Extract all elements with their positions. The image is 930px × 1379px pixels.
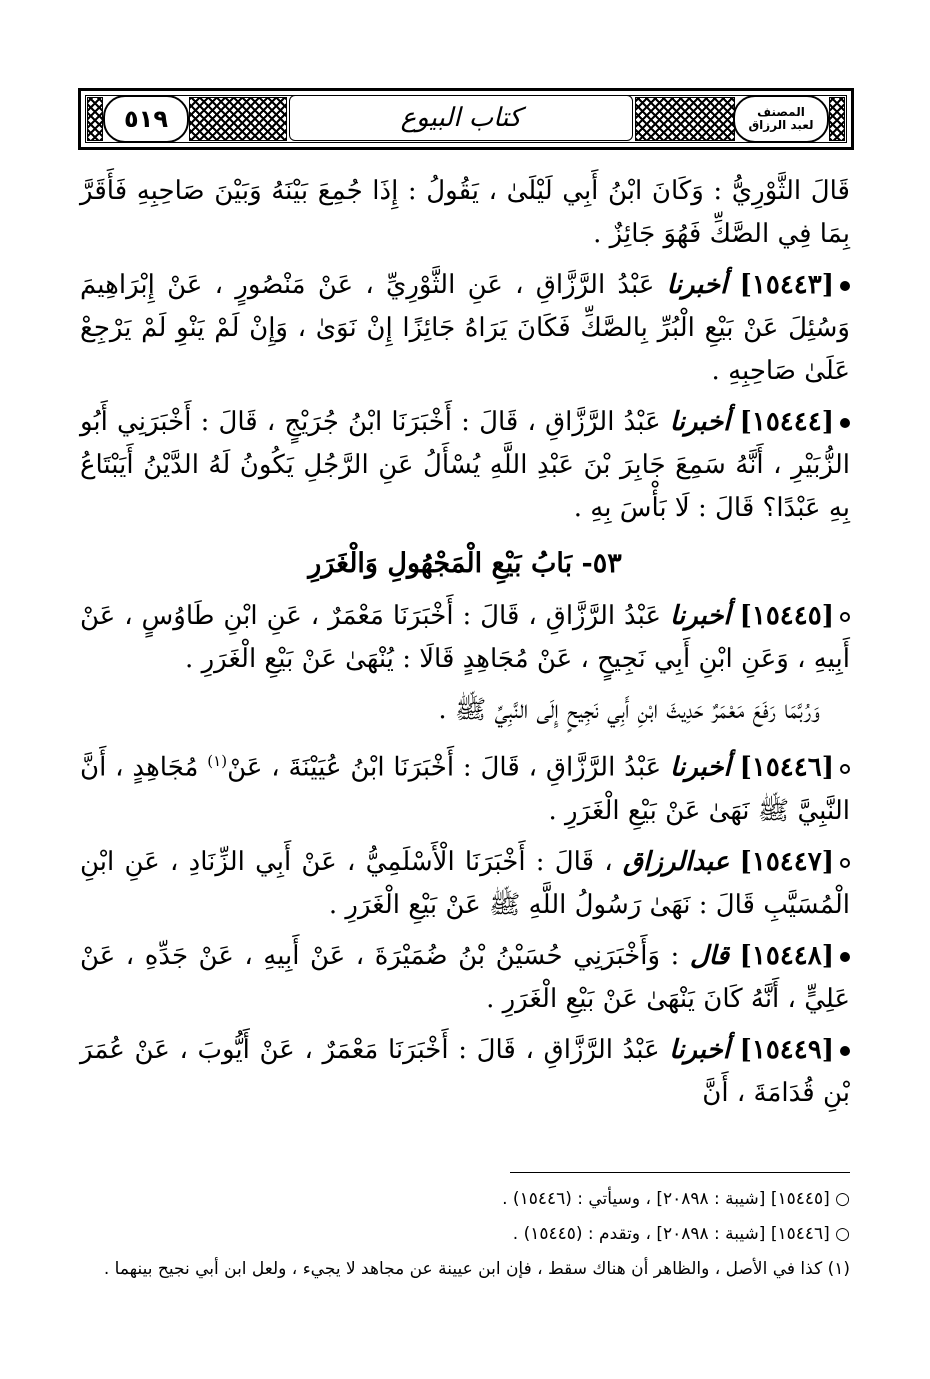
book-title: كتاب البيوع [289, 95, 633, 141]
main-text [80, 170, 850, 1123]
paragraph-text: عَبْدُ الرَّزَّاقِ ، قَالَ : أَخْبَرَنَا ابْنُ عُيَيْنَةَ ، عَنْ [227, 752, 662, 783]
footnote: ○ [١٥٤٤٥] [شيبة : ٢٠٨٩٨] ، وسيأتي : (١٥٤٤٦) . [502, 1189, 850, 1209]
hadith-number: [١٥٤٤٥] [739, 601, 835, 631]
hadith-number: [١٥٤٤٤] [739, 407, 835, 437]
hadith-paragraph [80, 841, 850, 927]
hadith-paragraph [80, 401, 850, 530]
hadith-paragraph [80, 1029, 850, 1115]
hadith-paragraph [80, 935, 850, 1021]
footnote: ○ [١٥٤٤٦] [شيبة : ٢٠٨٩٨] ، وتقدم : (١٥٤٤٥) . [512, 1224, 850, 1244]
filled-circle-icon [840, 952, 850, 962]
hadith-number: [١٥٤٤٦] [739, 752, 835, 783]
narration-word: عبدالرزاق [622, 846, 730, 877]
hadith-number: [١٥٤٤٨] [739, 940, 835, 971]
narration-word: قال [689, 940, 730, 971]
hadith-paragraph [80, 740, 850, 833]
footnote-marker[interactable]: (١) [207, 752, 228, 770]
hadith-number: [١٥٤٤٩] [739, 1034, 835, 1065]
filled-circle-icon [840, 418, 850, 428]
publisher-logo [733, 95, 829, 143]
ornament-left-edge [87, 97, 103, 141]
hadith-paragraph [80, 264, 850, 393]
hollow-circle-icon [840, 858, 850, 868]
narration-word: أخبرنا [669, 1034, 730, 1065]
hadith-number: [١٥٤٤٧] [739, 846, 835, 877]
ornament-right [635, 97, 735, 141]
paragraph-text: : وَأَخْبَرَنِي حُسَيْنُ بْنُ ضُمَيْرَةَ ، عَنْ أَبِيهِ ، عَنْ جَدِّهِ ، عَنْ عَلِيٍّ ، أَنَّهُ كَانَ يَنْهَىٰ عَنْ بَيْعِ الْغَرَرِ . [80, 940, 850, 1014]
hollow-circle-icon [840, 764, 850, 774]
paragraph [80, 689, 850, 732]
hadith-number: [١٥٤٤٣] [739, 270, 835, 300]
filled-circle-icon [840, 1046, 850, 1056]
paragraph-text: عَبْدُ الرَّزَّاقِ ، قَالَ : أَخْبَرَنَا مَعْمَرٌ ، عَنْ أَيُّوبَ ، عَنْ عُمَرَ بْنِ قُدَامَةَ ، أَنَّ [80, 1034, 850, 1108]
narration-word: أخبرنا [666, 270, 728, 300]
ornament-right-edge [829, 97, 845, 141]
narration-word: أخبرنا [670, 752, 731, 783]
narration-word: أخبرنا [669, 407, 731, 437]
chapter-heading: ٥٣- بَابُ بَيْعِ الْمَجْهُولِ وَالْغَرَرِ [308, 548, 622, 579]
hadith-paragraph [80, 595, 850, 681]
logo-line1: المصنف [757, 105, 805, 119]
footnote: (١) كذا في الأصل ، والظاهر أن هناك سقط ، فإن ابن عيينة عن مجاهد لا يجيء ، ولعل ابن أبي نجيح بينهما . [103, 1259, 850, 1279]
paragraph-text: ، قَالَ : أَخْبَرَنَا الْأَسْلَمِيُّ ، عَنْ أَبِي الزِّنَادِ ، عَنِ ابْنِ الْمُسَيَّبِ قَالَ : نَهَىٰ رَسُولُ اللَّهِ ﷺ عَنْ بَيْعِ الْغَرَرِ . [80, 846, 850, 920]
hollow-circle-icon [840, 612, 850, 622]
logo-line2: لعبد الرزاق [748, 118, 814, 132]
narration-word: أخبرنا [669, 601, 731, 631]
footnotes [80, 1182, 850, 1287]
footnote-separator [510, 1172, 850, 1173]
paragraph-text: وَرُبَّمَا رَفَعَ مَعْمَرٌ حَدِيثَ ابْنِ أَبِي نَجِيحٍ إِلَى النَّبِيِّ ﷺ . [438, 695, 820, 725]
paragraph-text: عَبْدُ الرَّزَّاقِ ، عَنِ الثَّوْرِيِّ ، عَنْ مَنْصُورٍ ، عَنْ إِبْرَاهِيمَ وَسُئِلَ عَنْ بَيْعِ الْبُرِّ بِالصَّكِّ فَكَانَ يَرَاهُ جَائِزًا إِنْ نَوَىٰ ، وَإِنْ لَمْ يَنْوِ لَمْ يَرْجِعْ عَلَىٰ صَاحِبِهِ . [80, 270, 850, 386]
paragraph-text: قَالَ الثَّوْرِيُّ : وَكَانَ ابْنُ أَبِي لَيْلَىٰ ، يَقُولُ : إِذَا جُمِعَ بَيْنَهُ وَبَيْنَ صَاحِبِهِ فَأَقَرَّ بِمَا فِي الصَّكِّ فَهُوَ جَائِزٌ . [80, 176, 850, 249]
paragraph [80, 170, 850, 256]
paragraph-text: عَبْدُ الرَّزَّاقِ ، قَالَ : أَخْبَرَنَا مَعْمَرٌ ، عَنِ ابْنِ طَاوُسٍ ، عَنْ أَبِيهِ ، وَعَنِ ابْنِ أَبِي نَجِيحٍ ، عَنْ مُجَاهِدٍ قَالَا : يُنْهَىٰ عَنْ بَيْعِ الْغَرَرِ . [80, 601, 850, 674]
paragraph-text: مُجَاهِدٍ ، أَنَّ النَّبِيَّ ﷺ نَهَىٰ عَنْ بَيْعِ الْغَرَرِ . [80, 752, 850, 826]
page-number: ٥١٩ [103, 95, 189, 143]
page-header [78, 88, 854, 150]
paragraph-text: عَبْدُ الرَّزَّاقِ ، قَالَ : أَخْبَرَنَا ابْنُ جُرَيْجٍ ، قَالَ : أَخْبَرَنِي أَبُو الزُّبَيْرِ ، أَنَّهُ سَمِعَ جَابِرَ بْنَ عَبْدِ اللَّهِ يُسْأَلُ عَنِ الرَّجُلِ يَكُونُ لَهُ الدَّيْنُ أَيَبْتَاعُ بِهِ عَبْدًا؟ قَالَ : لَا بَأْسَ بِهِ . [80, 407, 850, 523]
ornament-left [189, 97, 287, 141]
filled-circle-icon [840, 281, 850, 291]
